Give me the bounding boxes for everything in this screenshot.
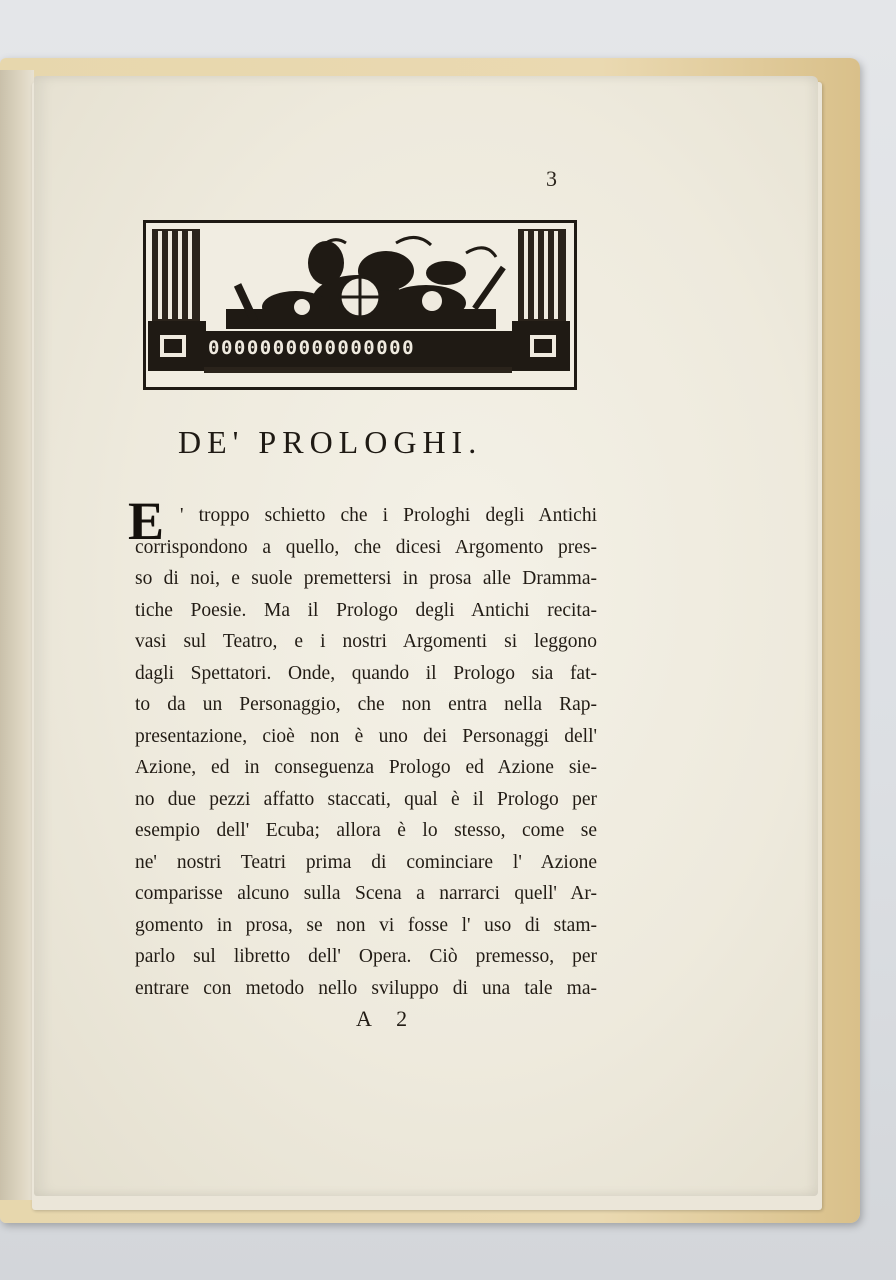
text-line: esempio dell' Ecuba; allora è lo stesso, come se: [135, 820, 597, 841]
text-line: comparisse alcuno sulla Scena a narrarci quell' Ar-: [135, 883, 597, 904]
text-line: dagli Spettatori. Onde, quando il Prologo sia fat-: [135, 662, 597, 684]
page-number: 3: [546, 166, 557, 191]
text-line: entrare con metodo nello sviluppo di una tale ma-: [135, 977, 597, 999]
text-line: no due pezzi affatto staccati, qual è il Prologo per: [135, 788, 597, 810]
text-line: so di noi, e suole premettersi in prosa alle Dramma-: [135, 568, 597, 589]
text-line: to da un Personaggio, che non entra nella Rap-: [135, 694, 597, 715]
facing-page-edge: [0, 70, 34, 1200]
text-line: gomento in prosa, se non vi fosse l' uso di stam-: [135, 914, 597, 936]
body-text: [135, 500, 597, 1004]
headpiece-ornament-image: [143, 220, 577, 390]
drop-cap: E: [128, 491, 165, 551]
frieze-ovals: 0000000000000000: [208, 337, 416, 359]
headpiece-engraving: [146, 223, 574, 387]
section-heading: DE' PROLOGHI.: [178, 424, 483, 460]
text-line: tiche Poesie. Ma il Prologo degli Antichi recita-: [135, 599, 597, 621]
text-line: ' troppo schietto che i Prologhi degli Antichi: [180, 505, 597, 526]
text-line: corrispondono a quello, che dicesi Argomento pres-: [135, 536, 597, 558]
text-line: vasi sul Teatro, e i nostri Argomenti si leggono: [135, 631, 597, 652]
text-line: parlo sul libretto dell' Opera. Ciò premesso, per: [135, 946, 597, 967]
text-line: Azione, ed in conseguenza Prologo ed Azione sie-: [135, 757, 597, 778]
signature-mark: A 2: [356, 1006, 418, 1031]
text-line: ne' nostri Teatri prima di cominciare l' Azione: [135, 851, 597, 873]
text-line: presentazione, cioè non è uno dei Personaggi dell': [135, 725, 597, 747]
